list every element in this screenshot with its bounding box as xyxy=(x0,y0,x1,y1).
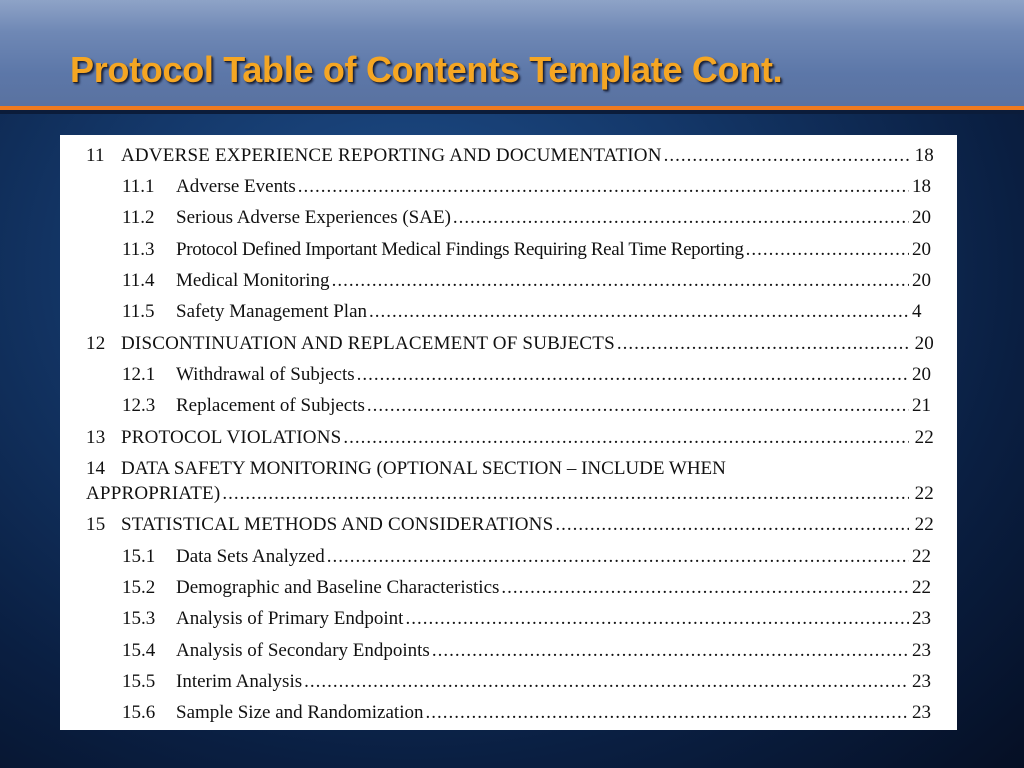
toc-entry-11-3 xyxy=(122,238,934,262)
toc-number: 15.4 xyxy=(122,640,156,661)
toc-heading: Interim Analysis xyxy=(176,671,303,692)
toc-page: 23 xyxy=(912,702,931,723)
toc-number: 12.1 xyxy=(122,364,156,385)
toc-heading: Replacement of Subjects xyxy=(176,395,365,416)
toc-entry-15-4 xyxy=(122,639,934,663)
toc-leader xyxy=(304,670,909,694)
toc-heading: ADVERSE EXPERIENCE REPORTING AND DOCUMENTATION xyxy=(121,145,662,166)
table-of-contents-panel xyxy=(60,135,957,730)
toc-leader xyxy=(617,332,909,356)
toc-page: 23 xyxy=(912,608,931,629)
toc-number: 11.1 xyxy=(122,176,155,197)
toc-heading: PROTOCOL VIOLATIONS xyxy=(121,427,342,448)
toc-number: 11.4 xyxy=(122,270,155,291)
toc-number: 11 xyxy=(86,145,105,166)
toc-heading: DATA SAFETY MONITORING (OPTIONAL SECTION – INCLUDE WHEN xyxy=(121,458,726,479)
toc-entry-14-line2 xyxy=(86,482,934,506)
toc-entry-15-2 xyxy=(122,576,934,600)
toc-leader xyxy=(357,363,909,387)
toc-page: 18 xyxy=(912,176,931,197)
toc-heading: Withdrawal of Subjects xyxy=(176,364,355,385)
toc-entry-15 xyxy=(86,513,934,537)
toc-number: 15.5 xyxy=(122,671,156,692)
toc-page: 20 xyxy=(914,333,934,354)
toc-number: 11.2 xyxy=(122,207,155,228)
toc-entry-11-2 xyxy=(122,206,934,230)
toc-page: 22 xyxy=(914,514,934,535)
toc-heading: Data Sets Analyzed xyxy=(176,546,325,567)
toc-leader xyxy=(425,701,909,725)
toc-number: 15 xyxy=(86,514,106,535)
toc-entry-12 xyxy=(86,332,934,356)
toc-entry-14-line1 xyxy=(86,457,726,481)
toc-leader xyxy=(555,513,909,537)
toc-entry-11 xyxy=(86,144,934,168)
slide-title: Protocol Table of Contents Template Cont. xyxy=(70,49,783,90)
toc-entry-15-1 xyxy=(122,545,934,569)
toc-page: 4 xyxy=(912,301,922,322)
toc-entry-13 xyxy=(86,426,934,450)
toc-entry-15-6 xyxy=(122,701,934,725)
toc-heading: DISCONTINUATION AND REPLACEMENT OF SUBJECTS xyxy=(121,333,615,354)
toc-heading: Serious Adverse Experiences (SAE) xyxy=(176,207,451,228)
title-bar xyxy=(0,0,1024,110)
toc-heading: Protocol Defined Important Medical Findings Requiring Real Time Reporting xyxy=(176,239,744,260)
toc-leader xyxy=(343,426,909,450)
toc-entry-15-3 xyxy=(122,607,934,631)
toc-heading: Demographic and Baseline Characteristics xyxy=(176,577,500,598)
toc-leader xyxy=(369,300,909,324)
toc-page: 21 xyxy=(912,395,931,416)
toc-heading: Adverse Events xyxy=(176,176,296,197)
toc-entry-12-1 xyxy=(122,363,934,387)
toc-leader xyxy=(298,175,909,199)
toc-page: 23 xyxy=(912,640,931,661)
toc-number: 15.1 xyxy=(122,546,156,567)
toc-page: 20 xyxy=(912,207,931,228)
toc-entry-15-5 xyxy=(122,670,934,694)
toc-page: 22 xyxy=(914,483,934,504)
toc-number: 11.5 xyxy=(122,301,155,322)
toc-leader xyxy=(746,238,909,262)
toc-leader xyxy=(222,482,909,506)
toc-entry-11-5 xyxy=(122,300,934,324)
toc-heading: Analysis of Secondary Endpoints xyxy=(176,640,430,661)
toc-page: 23 xyxy=(912,671,931,692)
toc-number: 12 xyxy=(86,333,106,354)
toc-page: 22 xyxy=(912,546,931,567)
toc-heading: Medical Monitoring xyxy=(176,270,330,291)
toc-entry-11-4 xyxy=(122,269,934,293)
toc-number: 15.2 xyxy=(122,577,156,598)
toc-page: 20 xyxy=(912,270,931,291)
toc-number: 13 xyxy=(86,427,106,448)
toc-heading: Analysis of Primary Endpoint xyxy=(176,608,404,629)
toc-page: 22 xyxy=(912,577,931,598)
toc-leader xyxy=(453,206,909,230)
toc-page: 18 xyxy=(914,145,934,166)
toc-heading-continued: APPROPRIATE) xyxy=(86,483,221,504)
toc-heading: STATISTICAL METHODS AND CONSIDERATIONS xyxy=(121,514,554,535)
toc-number: 15.3 xyxy=(122,608,156,629)
toc-page: 22 xyxy=(914,427,934,448)
toc-leader xyxy=(327,545,909,569)
toc-entry-12-3 xyxy=(122,394,934,418)
toc-leader xyxy=(332,269,909,293)
toc-heading: Sample Size and Randomization xyxy=(176,702,424,723)
toc-leader xyxy=(501,576,909,600)
toc-number: 15.6 xyxy=(122,702,156,723)
toc-number: 12.3 xyxy=(122,395,156,416)
toc-heading: Safety Management Plan xyxy=(176,301,368,322)
toc-number: 14 xyxy=(86,458,105,479)
toc-number: 11.3 xyxy=(122,239,155,260)
toc-page: 20 xyxy=(912,239,931,260)
toc-leader xyxy=(664,144,909,168)
toc-leader xyxy=(367,394,909,418)
toc-page: 20 xyxy=(912,364,931,385)
toc-entry-11-1 xyxy=(122,175,934,199)
toc-leader xyxy=(432,639,909,663)
toc-leader xyxy=(405,607,909,631)
